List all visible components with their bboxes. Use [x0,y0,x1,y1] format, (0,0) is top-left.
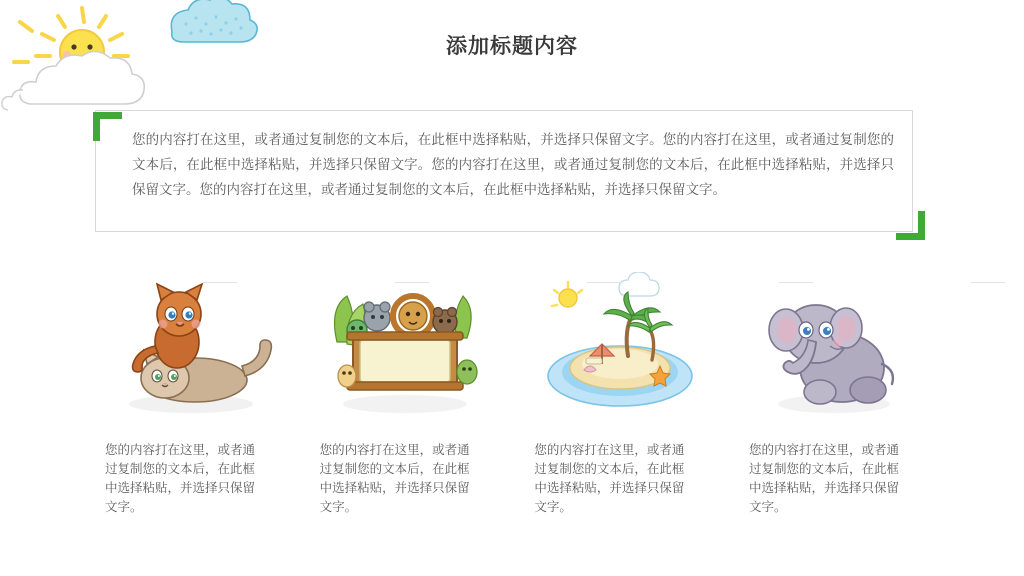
column-separator [587,282,621,283]
list-item[interactable] [310,272,500,532]
list-item-caption: 您的内容打在这里，或者通过复制您的文本后，在此框中选择粘贴，并选择只保留文字。 [319,442,470,514]
column-separator [203,282,237,283]
list-item[interactable] [739,272,929,532]
page-title: 添加标题内容 [446,34,578,58]
list-item[interactable] [95,272,285,532]
body-text: 您的内容打在这里，或者通过复制您的文本后，在此框中选择粘贴，并选择只保留文字。您的内容打在这里，或者通过复制您的文本后，在此框中选择粘贴，并选择只保留文字。您的内容打在这里，或者通过复制您的文本后，在此框中选择粘贴，并选择只保留文字。您的内容打在这里，或者通过复制您的文本后，在此框中选择粘贴，并选择只保留文字。 [132,132,894,198]
frame-corner-bottom-right [896,211,925,240]
list-item-caption: 您的内容打在这里，或者通过复制您的文本后，在此框中选择粘贴，并选择只保留文字。 [105,442,256,514]
elephant-illustration [746,272,921,422]
white-cloud-icon [2,51,144,110]
list-item[interactable] [524,272,714,532]
column-separator [395,282,429,283]
column-separator [779,282,813,283]
list-item-caption: 您的内容打在这里，或者通过复制您的文本后，在此框中选择粘贴，并选择只保留文字。 [534,442,685,514]
animal-board-illustration [317,272,492,422]
island-illustration [532,272,707,422]
column-separator [971,282,1005,283]
list-item-caption: 您的内容打在这里，或者通过复制您的文本后，在此框中选择粘贴，并选择只保留文字。 [748,442,899,514]
cats-illustration [103,272,278,422]
item-row [95,272,929,532]
frame-corner-top-left [93,112,122,141]
